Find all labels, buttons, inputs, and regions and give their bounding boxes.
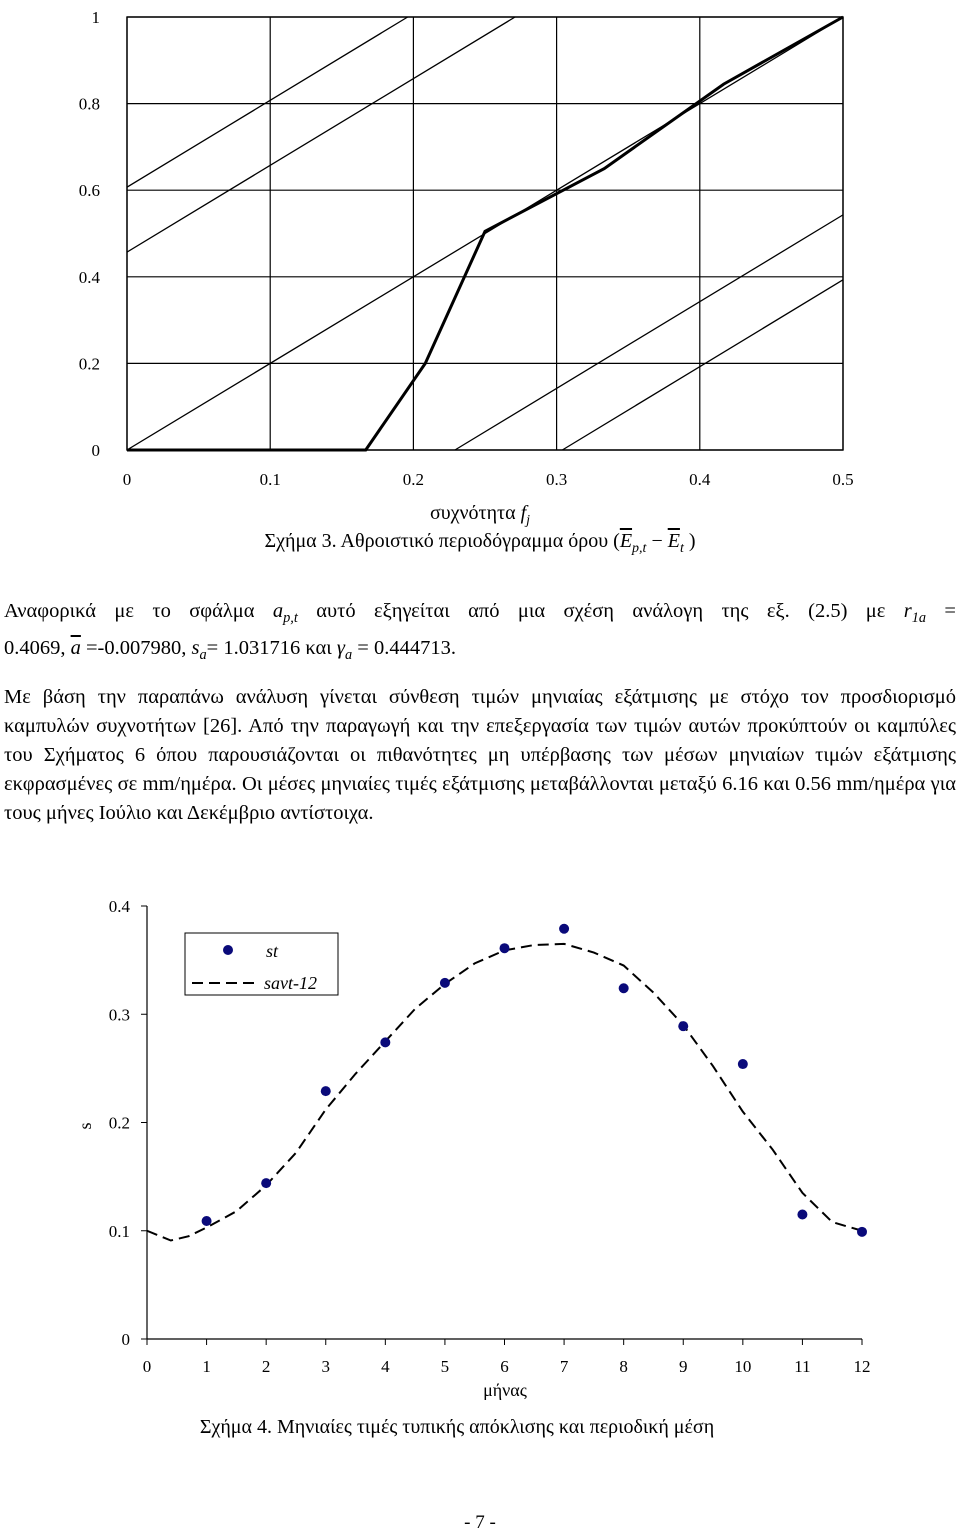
fig4-xtick-label: 8 [619, 1357, 628, 1376]
fig4-st-point [678, 1021, 688, 1031]
p1-text-1: Αναφορικά με το σφάλμα [4, 600, 273, 622]
p1-text-5: =-0.007980, [80, 637, 192, 660]
fig3-ytick-label: 0.2 [78, 354, 100, 374]
p1-text-2: αυτό εξηγείται από μια σχέση ανάλογη της εξ. (2.5) με [297, 600, 904, 622]
fig4-st-point [797, 1210, 807, 1220]
p1-text-7: = 0.444713. [352, 637, 456, 660]
fig3-ytick-label: 0 [91, 441, 100, 460]
p1-text-6: = 1.031716 και [206, 637, 337, 660]
fig4-xtick-label: 7 [559, 1357, 569, 1376]
fig3-reference-line [127, 17, 408, 187]
fig3-ytick-label: 0.8 [78, 94, 100, 114]
p1-abar: $\overline{a}$ [70, 637, 81, 660]
fig3-xlabel-text: συχνότητα [429, 502, 516, 524]
legend-savt-label: savt-12 [264, 973, 317, 993]
fig4-st-point [857, 1227, 867, 1237]
fig4-xtick-label: 10 [734, 1357, 752, 1376]
fig3-xtick-label: 0.4 [689, 470, 711, 489]
fig4-ytick-label: 0.4 [108, 897, 130, 916]
fig4-xtick-label: 5 [440, 1357, 450, 1376]
fig3-caption-prefix: Σχήμα 3. Αθροιστικό περιοδόγραμμα όρου ( [264, 530, 620, 552]
legend-st-label: st [266, 941, 279, 961]
fig3-reference-line [127, 17, 515, 252]
fig4-st-point [261, 1178, 271, 1188]
fig4-st-point [440, 978, 450, 988]
fig4-ylabel: s [75, 1122, 95, 1130]
fig3-caption-sub1: p,t [632, 540, 647, 556]
fig4-xtick-label: 11 [794, 1357, 811, 1376]
fig4-xtick-label: 6 [500, 1357, 509, 1376]
page-number: - 7 - [464, 1512, 496, 1533]
fig4-xtick-label: 2 [261, 1357, 271, 1376]
fig3-xlabel [0, 502, 960, 529]
cumulative-periodogram-chart [0, 0, 960, 500]
p1-g-sub: a [344, 647, 353, 664]
fig3-xtick-label: 0 [122, 470, 132, 489]
fig3-caption-sub2: t [679, 540, 684, 556]
fig3-ytick-label: 0.6 [78, 181, 100, 201]
p1-text-4: 0.4069, [4, 637, 71, 660]
fig3-caption-suffix: ) [683, 530, 696, 552]
figure4-caption: Σχήμα 4. Μηνιαίες τιμές τυπικής απόκλισης και περιοδική μέση [199, 1416, 715, 1438]
paragraph-evaporation: Με βάση την παραπάνω ανάλυση γίνεται σύνθεση τιμών μηνιαίας εξάτμισης με στόχο τον προσδιορισμό καμπυλών συχνοτήτων [26]. Από την παραγωγή και την επεξεργασία των τιμών αυτών προκύπτούν οι καμπύλες του Σχήματος 6 όπου παρουσιάζονται οι πιθανότητες μη υπέρβασης των μέσων μηνιαίων τιμών εξάτμισης εκφρασμένες σε mm/ημέρα. Οι μέσες μηνιαίες τιμές εξάτμισης μεταβάλλονται μεταξύ 6.16 και 0.56 mm/ημέρα για τους μήνες Ιούλιο και Δεκέμβριο αντίστοιχα. [4, 686, 956, 824]
fig3-caption-E1: $\overline{E}$ [619, 530, 633, 552]
p1-text-3: = [926, 600, 956, 622]
paragraph-error-model [4, 596, 956, 670]
p1-r-sub: 1a [911, 610, 927, 627]
p1-s-sub: a [199, 647, 207, 664]
fig4-xtick-label: 1 [202, 1357, 211, 1376]
fig4-ytick-label: 0.3 [108, 1005, 130, 1025]
figure3-caption [0, 530, 960, 557]
fig3-ytick-label: 1 [91, 8, 100, 27]
fig4-xtick-label: 0 [142, 1357, 152, 1376]
fig4-ytick-label: 0 [121, 1330, 130, 1349]
fig4-legend [185, 933, 338, 995]
fig3-caption-minus: − [646, 530, 668, 552]
fig4-st-point [380, 1037, 390, 1047]
fig3-ytick-label: 0.4 [78, 267, 100, 287]
fig4-ytick-label: 0.2 [108, 1113, 130, 1133]
fig3-xtick-label: 0.3 [545, 470, 568, 489]
fig3-xtick-label: 0.1 [259, 470, 281, 489]
fig4-xlabel: μήνας [483, 1380, 527, 1400]
fig3-xtick-label: 0.2 [402, 470, 425, 489]
fig4-st-point [500, 943, 510, 953]
fig4-xtick-label: 12 [853, 1357, 871, 1376]
fig4-xtick-label: 9 [679, 1357, 688, 1376]
fig4-xtick-label: 4 [381, 1357, 390, 1376]
fig3-caption-E2: $\overline{E}$ [667, 530, 680, 552]
fig3-reference-line [455, 215, 843, 450]
fig4-st-point [202, 1216, 212, 1226]
p1-g-var: γ [336, 637, 345, 660]
fig4-ytick-label: 0.1 [108, 1221, 130, 1241]
p1-s-var: s [191, 637, 200, 660]
p1-a-var: a [272, 600, 284, 622]
fig3-xlabel-sub: j [526, 512, 531, 528]
fig4-st-point [738, 1059, 748, 1069]
monthly-std-chart [0, 890, 960, 1410]
fig3-xlabel-var: f [520, 502, 527, 524]
fig3-reference-line [562, 280, 843, 450]
fig4-xtick-label: 3 [321, 1357, 330, 1376]
fig4-st-point [321, 1086, 331, 1096]
fig3-xtick-label: 0.5 [832, 470, 854, 489]
fig4-st-point [559, 924, 569, 934]
fig4-st-point [619, 983, 629, 993]
legend-st-marker [223, 945, 233, 955]
p1-r-var: r [903, 600, 912, 622]
p1-a-sub: p,t [283, 610, 298, 627]
